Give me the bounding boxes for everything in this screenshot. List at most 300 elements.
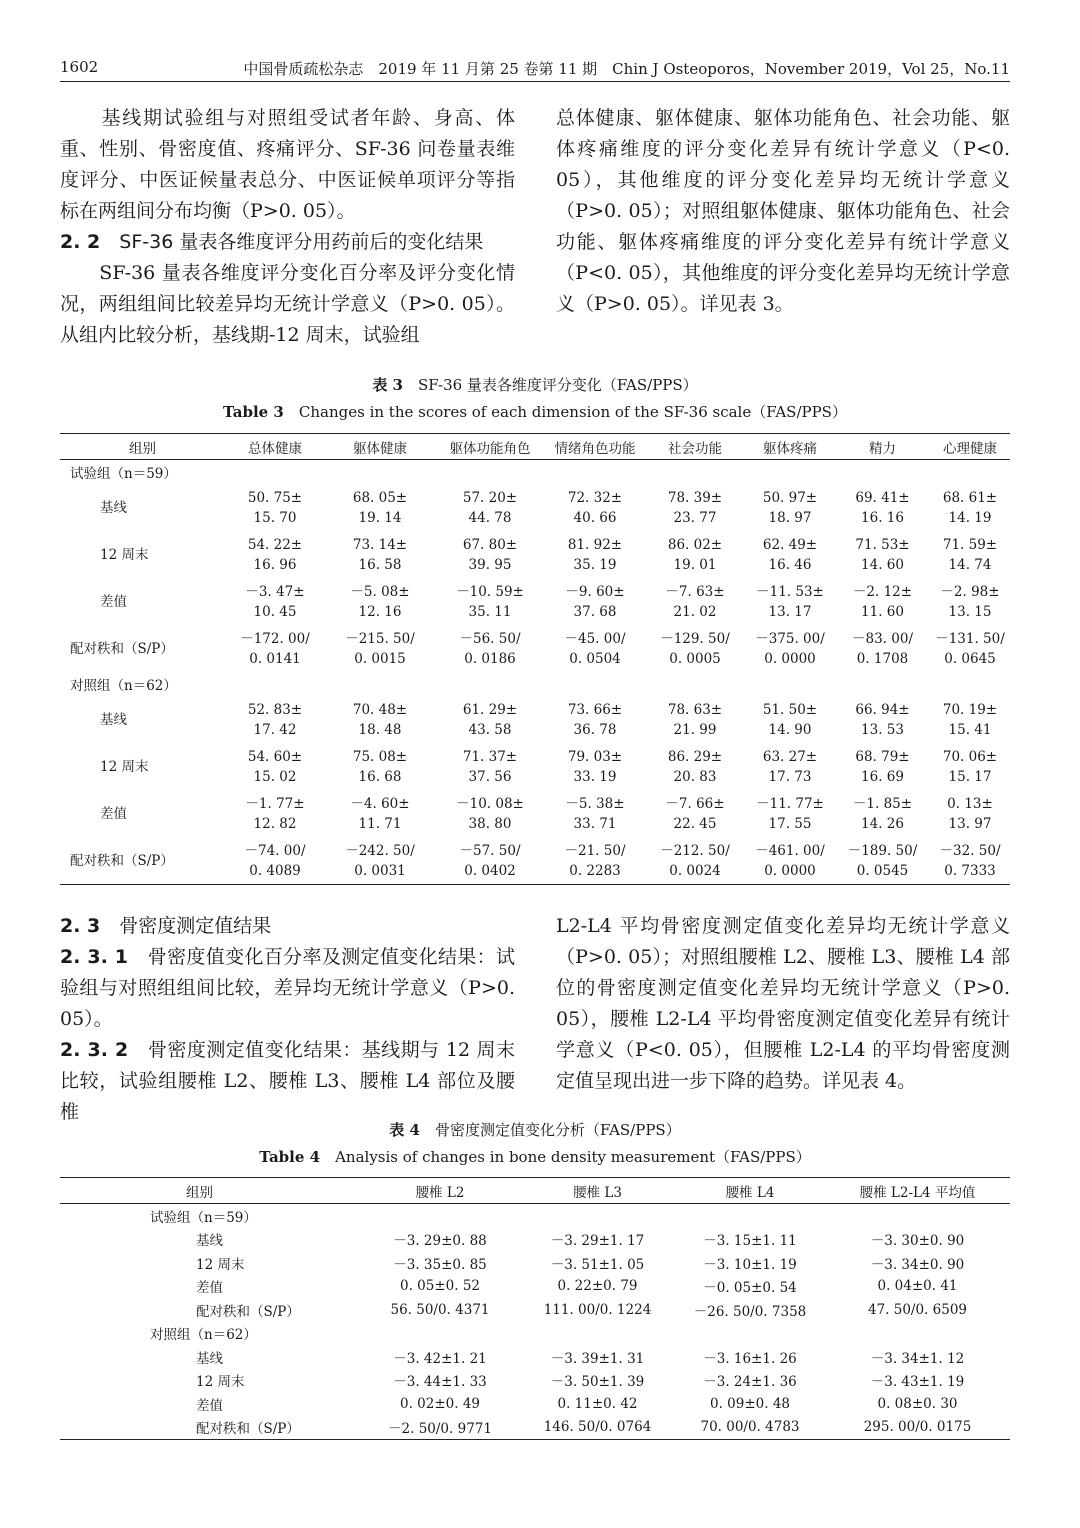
cell-line: 0. 0015 [354,650,406,667]
cell-line: －32. 50/ [939,842,1001,859]
group-label: 对照组（n＝62） [70,678,177,694]
row-label: 基线 [196,1350,223,1367]
table-cell [835,743,930,790]
cell-line: 16. 69 [861,768,904,785]
row-label: 基线 [196,1233,223,1250]
group-label: 试验组（n＝59） [150,1209,257,1226]
cell-line: 0. 0545 [856,862,909,879]
paragraph-2-3-2 [60,1035,515,1128]
section-number: 2. 3. 1 [60,946,129,968]
table-cell [930,696,1010,743]
cell-line: 72. 32± [567,489,623,506]
table-cell [645,625,745,672]
cell-line: －57. 50/ [459,842,521,859]
table-cell [435,531,545,578]
cell-line: 16. 96 [253,556,297,573]
table3-header-row [60,434,1010,460]
right-column-top [556,103,1010,320]
cell-line: 21. 99 [673,721,717,738]
table-row [60,1228,1010,1252]
cell-line: 17. 55 [768,815,812,832]
cell-line: 71. 37± [462,748,518,765]
cell-line: 35. 11 [468,603,512,620]
cell-line: 67. 80± [462,536,518,553]
row-label: 基线 [100,499,127,516]
table-cell [545,578,645,625]
table-cell [930,578,1010,625]
cell-line: 86. 02± [667,536,723,553]
table4-body [60,1204,1010,1440]
cell-line: 12. 82 [253,815,297,832]
row-label: 12 周末 [196,1256,245,1273]
cell-line: －10. 08± [456,795,524,812]
table-cell: 295. 00/0. 0175 [863,1419,972,1436]
cell-line: 70. 06± [942,748,998,765]
section-title: 骨密度测定值结果 [119,915,272,937]
cell-line: 54. 60± [247,748,303,765]
group-label: 试验组（n＝59） [70,466,177,482]
cell-line: 11. 71 [358,815,402,832]
table-cell: －3. 35±0. 85 [393,1256,487,1273]
cell-line: 16. 58 [358,556,402,573]
section-heading-2-3 [60,911,515,942]
cell-line: 73. 14± [352,536,408,553]
table-header-cell: 躯体功能角色 [435,434,545,460]
cell-line: 62. 49± [762,536,818,553]
table-cell [835,696,930,743]
cell-line: －3. 47± [245,583,305,600]
table-header-cell: 腰椎 L2-L4 平均值 [825,1178,1010,1204]
cell-line: －83. 00/ [852,630,913,647]
cell-line: 44. 78 [468,509,512,526]
table-cell: －3. 34±1. 12 [870,1350,965,1367]
table-cell [745,484,835,531]
paragraph-2-3-1 [60,942,515,1035]
cell-line: 14. 90 [768,721,812,738]
table3-label-en: Table 3 [223,403,284,421]
cell-line: 63. 27± [762,748,818,765]
cell-line: －461. 00/ [755,842,825,859]
table-cell [645,790,745,837]
table4 [60,1177,1010,1440]
table-cell [645,484,745,531]
table-cell [930,790,1010,837]
table-cell [225,625,325,672]
cell-line: 0. 0000 [764,862,816,879]
cell-line: 0. 1708 [856,650,909,667]
cell-line: 79. 03± [567,748,623,765]
journal-header: 中国骨质疏松杂志 2019 年 11 月第 25 卷第 11 期 Chin J Osteoporos，November 2019，Vol 25，No.11 [243,60,1010,78]
cell-line: 68. 79± [855,748,910,765]
cell-line: －9. 60± [565,583,625,600]
table-cell [225,578,325,625]
table-header-cell: 躯体健康 [325,434,435,460]
cell-line: 54. 22± [247,536,303,553]
table-header-cell: 腰椎 L4 [675,1178,825,1204]
cell-line: 21. 02 [673,603,717,620]
table-cell: －3. 44±1. 33 [393,1374,487,1391]
cell-line: 0. 0186 [464,650,516,667]
table-cell [645,743,745,790]
row-label: 配对秩和（S/P） [70,640,174,657]
cell-line: 69. 41± [855,489,910,506]
table-cell [545,625,645,672]
paragraph-sf36-cont: 总体健康、躯体健康、躯体功能角色、社会功能、躯体疼痛维度的评分变化差异有统计学意义（P<0. 05），其他维度的评分变化差异均无统计学意义（P>0. 05）；对照组躯体健康、躯体功能角色、社会功能、躯体疼痛维度的评分变化差异有统计学意义（P<0. 05），其他维度的评分变化差异均无统计学意义（P>0. 05）。详见表 3。 [556,107,1010,315]
table3 [60,433,1010,885]
group-row [60,672,1010,696]
paragraph-text: 骨密度测定值变化结果：基线期与 12 周末比较，试验组腰椎 L2、腰椎 L3、腰椎 L4 部位及腰椎 [60,1039,515,1123]
cell-line: －5. 08± [350,583,410,600]
table-cell [545,531,645,578]
cell-line: 16. 16 [861,509,904,526]
cell-line: 70. 48± [352,701,408,718]
cell-line: －215. 50/ [345,630,415,647]
table-cell: 0. 05±0. 52 [399,1278,480,1295]
table4-title-en: Analysis of changes in bone density measurement（FAS/PPS） [335,1148,811,1166]
cell-line: 38. 80 [468,815,512,832]
paragraph-bmd-cont: L2-L4 平均骨密度测定值变化差异均无统计学意义（P>0. 05）；对照组腰椎 L2、腰椎 L3、腰椎 L4 部位的骨密度测定值变化差异均无统计学意义（P>0. 05），腰椎 L2-L4 平均骨密度测定值变化差异有统计学意义（P<0. 05），但腰椎 L2-L4 的平均骨密度测定值呈现出进一步下降的趋势。详见表 4。 [556,915,1010,1092]
cell-line: 33. 71 [573,815,617,832]
table-cell: －3. 43±1. 19 [870,1374,965,1391]
cell-line: 20. 83 [673,768,717,785]
row-label: 12 周末 [100,758,149,775]
cell-line: 0. 0141 [249,650,301,667]
cell-line: 68. 05± [352,489,408,506]
table-header-cell: 组别 [60,1178,360,1204]
cell-line: 13. 53 [861,721,904,738]
row-label: 差值 [196,1280,223,1297]
table-cell [325,578,435,625]
table-cell [930,743,1010,790]
table-header-cell: 情绪角色功能 [545,434,645,460]
table-cell [325,790,435,837]
cell-line: 57. 20± [462,489,518,506]
table-cell: 146. 50/0. 0764 [543,1419,652,1436]
cell-line: 78. 39± [667,489,723,506]
cell-line: 0. 0645 [944,650,996,667]
table-cell: －3. 15±1. 11 [703,1233,797,1250]
table-cell [545,484,645,531]
table-cell [645,696,745,743]
table-cell [835,484,930,531]
table-header-cell: 腰椎 L2 [360,1178,520,1204]
left-column-top [60,103,515,351]
cell-line: 36. 78 [573,721,617,738]
cell-line: 14. 60 [861,556,904,573]
cell-line: 33. 19 [573,768,617,785]
table-cell [435,743,545,790]
cell-line: 37. 56 [468,768,512,785]
table-row [60,1416,1010,1440]
table-row [60,743,1010,790]
table4-title-cn: 骨密度测定值变化分析（FAS/PPS） [434,1121,681,1139]
table-row [60,1275,1010,1299]
table-cell [835,625,930,672]
table-cell [835,578,930,625]
table-cell [225,531,325,578]
row-label: 基线 [100,711,127,728]
table4-header-row [60,1178,1010,1204]
cell-line: 14. 26 [861,815,904,832]
table-cell [645,531,745,578]
cell-line: 15. 70 [253,509,297,526]
table-cell [325,696,435,743]
table-cell [325,531,435,578]
table-cell [745,743,835,790]
table-cell: 0. 04±0. 41 [877,1278,958,1295]
left-column-mid [60,911,515,1128]
table-row [60,1345,1010,1369]
table-cell: 47. 50/0. 6509 [867,1301,967,1318]
group-row [60,1322,1010,1346]
table4-caption-en [60,1144,1010,1171]
table-cell: －0. 05±0. 54 [703,1280,797,1297]
table-cell: 0. 22±0. 79 [557,1278,638,1295]
cell-line: 0. 0005 [669,650,721,667]
cell-line: 50. 75± [247,489,303,506]
table-cell [745,625,835,672]
cell-line: －1. 85± [852,795,913,812]
table-cell [225,484,325,531]
cell-line: －1. 77± [245,795,305,812]
table-cell [745,531,835,578]
table-cell [545,837,645,885]
cell-line: －242. 50/ [345,842,415,859]
table-header-cell: 心理健康 [930,434,1010,460]
cell-line: 11. 60 [861,603,904,620]
cell-line: －56. 50/ [459,630,521,647]
table-row [60,531,1010,578]
table-row [60,625,1010,672]
cell-line: 15. 02 [253,768,297,785]
table3-label-cn: 表 3 [372,376,403,394]
cell-line: 40. 66 [573,509,617,526]
table-cell [435,696,545,743]
table3-title-cn: SF-36 量表各维度评分变化（FAS/PPS） [418,376,698,394]
cell-line: －172. 00/ [240,630,310,647]
cell-line: 0. 0024 [669,862,721,879]
cell-line: －2. 12± [852,583,913,600]
cell-line: 0. 7333 [944,862,996,879]
table-cell: －2. 50/0. 9771 [388,1421,492,1438]
table-cell [645,578,745,625]
table-cell: －3. 51±1. 05 [550,1256,645,1273]
cell-line: 39. 95 [468,556,512,573]
row-label: 配对秩和（S/P） [196,1303,300,1320]
paragraph-baseline: 基线期试验组与对照组受试者年龄、身高、体重、性别、骨密度值、疼痛评分、SF-36 问卷量表维度评分、中医证候量表总分、中医证候单项评分等指标在两组间分布均衡（P>0. 05）。 [60,107,515,222]
table-cell [225,743,325,790]
table-cell [545,696,645,743]
cell-line: 13. 15 [948,603,992,620]
cell-line: －2. 98± [940,583,1000,600]
cell-line: 14. 19 [948,509,992,526]
table-cell: －3. 29±0. 88 [393,1233,487,1250]
section-number: 2. 2 [60,231,101,253]
table-cell [545,790,645,837]
cell-line: 0. 0031 [354,862,406,879]
cell-line: －21. 50/ [564,842,626,859]
table-cell [325,625,435,672]
cell-line: 75. 08± [352,748,408,765]
table-cell [745,837,835,885]
paragraph-sf36: SF-36 量表各维度评分变化百分率及评分变化情况，两组组间比较差异均无统计学意义（P>0. 05）。从组内比较分析，基线期-12 周末，试验组 [60,262,515,346]
cell-line: 0. 13± [947,795,993,812]
table-cell: 0. 02±0. 49 [399,1395,480,1412]
cell-line: 51. 50± [762,701,818,718]
table3-caption-en [60,399,1010,426]
table-cell: －3. 29±1. 17 [550,1233,645,1250]
paragraph-text: 骨密度值变化百分率及测定值变化结果：试验组与对照组组间比较，差异均无统计学意义（P>0. 05）。 [60,946,515,1030]
table-cell [435,578,545,625]
table-cell: 56. 50/0. 4371 [390,1301,490,1318]
cell-line: 14. 74 [948,556,992,573]
table-cell [745,790,835,837]
table-row [60,790,1010,837]
table-cell: 0. 11±0. 42 [557,1395,638,1412]
table-row [60,1392,1010,1416]
table-cell [225,790,325,837]
cell-line: 13. 17 [768,603,812,620]
table4-label-en: Table 4 [259,1148,321,1166]
table-cell [225,696,325,743]
table-cell [435,484,545,531]
row-label: 配对秩和（S/P） [196,1421,300,1438]
cell-line: 15. 41 [948,721,992,738]
cell-line: 50. 97± [762,489,818,506]
cell-line: 37. 68 [573,603,617,620]
cell-line: 0. 4089 [249,862,301,879]
cell-line: 86. 29± [667,748,723,765]
cell-line: 19. 01 [673,556,717,573]
cell-line: －129. 50/ [660,630,730,647]
group-row [60,460,1010,485]
table4-caption-cn [60,1117,1010,1144]
table-row [60,837,1010,885]
table-header-cell: 组别 [60,434,225,460]
cell-line: 12. 16 [358,603,402,620]
cell-line: 71. 53± [855,536,910,553]
table-cell: －3. 10±1. 19 [703,1256,797,1273]
page-number: 1602 [60,58,99,76]
section-heading-2-2 [60,227,515,258]
table-cell [745,696,835,743]
group-label: 对照组（n＝62） [150,1327,257,1344]
cell-line: 23. 77 [673,509,717,526]
table-cell: 70. 00/0. 4783 [700,1419,800,1436]
row-label: 12 周末 [100,546,149,563]
table-cell [435,625,545,672]
cell-line: 71. 59± [942,536,998,553]
table-row [60,484,1010,531]
cell-line: 81. 92± [567,536,623,553]
table-header-cell: 腰椎 L3 [520,1178,675,1204]
table-row [60,1298,1010,1322]
right-column-mid [556,911,1010,1097]
cell-line: 15. 17 [948,768,992,785]
table-row [60,696,1010,743]
table-cell: 0. 09±0. 48 [709,1395,790,1412]
table-header-cell: 社会功能 [645,434,745,460]
table-cell [435,790,545,837]
cell-line: 78. 63± [667,701,723,718]
cell-line: 10. 45 [253,603,297,620]
table4-label-cn: 表 4 [389,1121,420,1139]
cell-line: －11. 53± [756,583,824,600]
table-cell [930,531,1010,578]
cell-line: 18. 97 [768,509,812,526]
cell-line: 52. 83± [247,701,303,718]
cell-line: －7. 66± [665,795,725,812]
table-cell [435,837,545,885]
cell-line: 43. 58 [468,721,512,738]
cell-line: 70. 19± [942,701,998,718]
cell-line: 16. 46 [768,556,812,573]
table-cell: －3. 24±1. 36 [703,1374,797,1391]
cell-line: 16. 68 [358,768,402,785]
cell-line: 66. 94± [855,701,910,718]
table3-title-en: Changes in the scores of each dimension of the SF-36 scale（FAS/PPS） [298,403,847,421]
table-cell: －3. 30±0. 90 [870,1233,965,1250]
section-number: 2. 3. 2 [60,1039,129,1061]
cell-line: 35. 19 [573,556,617,573]
table3-caption-cn [60,372,1010,399]
table-cell [835,531,930,578]
cell-line: －4. 60± [350,795,410,812]
cell-line: －189. 50/ [847,842,918,859]
cell-line: －45. 00/ [564,630,626,647]
cell-line: 17. 42 [253,721,297,738]
row-label: 12 周末 [196,1374,245,1391]
row-label: 差值 [196,1397,223,1414]
cell-line: －5. 38± [565,795,625,812]
table-cell [930,484,1010,531]
row-label: 差值 [100,593,127,610]
cell-line: 18. 48 [358,721,402,738]
cell-line: －10. 59± [456,583,524,600]
cell-line: 0. 2283 [569,862,621,879]
table-header-cell: 躯体疼痛 [745,434,835,460]
cell-line: －74. 00/ [244,842,306,859]
cell-line: －212. 50/ [660,842,730,859]
table-cell [645,837,745,885]
section-number: 2. 3 [60,915,101,937]
cell-line: －375. 00/ [755,630,825,647]
cell-line: 0. 0000 [764,650,816,667]
table-header-cell: 总体健康 [225,434,325,460]
cell-line: 68. 61± [942,489,998,506]
cell-line: 61. 29± [462,701,518,718]
cell-line: 0. 0402 [464,862,516,879]
table-cell [545,743,645,790]
cell-line: －131. 50/ [935,630,1005,647]
table-row [60,1369,1010,1393]
section-title: SF-36 量表各维度评分用药前后的变化结果 [119,231,484,253]
row-label: 差值 [100,805,127,822]
table-cell [835,790,930,837]
table-cell: －26. 50/0. 7358 [693,1303,807,1320]
cell-line: 73. 66± [567,701,623,718]
table-cell: 0. 08±0. 30 [877,1395,958,1412]
table3-body [60,460,1010,885]
table-cell: 111. 00/0. 1224 [543,1301,652,1318]
table-cell: －3. 50±1. 39 [550,1374,645,1391]
cell-line: －7. 63± [665,583,725,600]
table-cell: －3. 42±1. 21 [393,1350,487,1367]
table-header-cell: 精力 [835,434,930,460]
group-row [60,1204,1010,1228]
cell-line: 22. 45 [673,815,717,832]
table-cell [745,578,835,625]
